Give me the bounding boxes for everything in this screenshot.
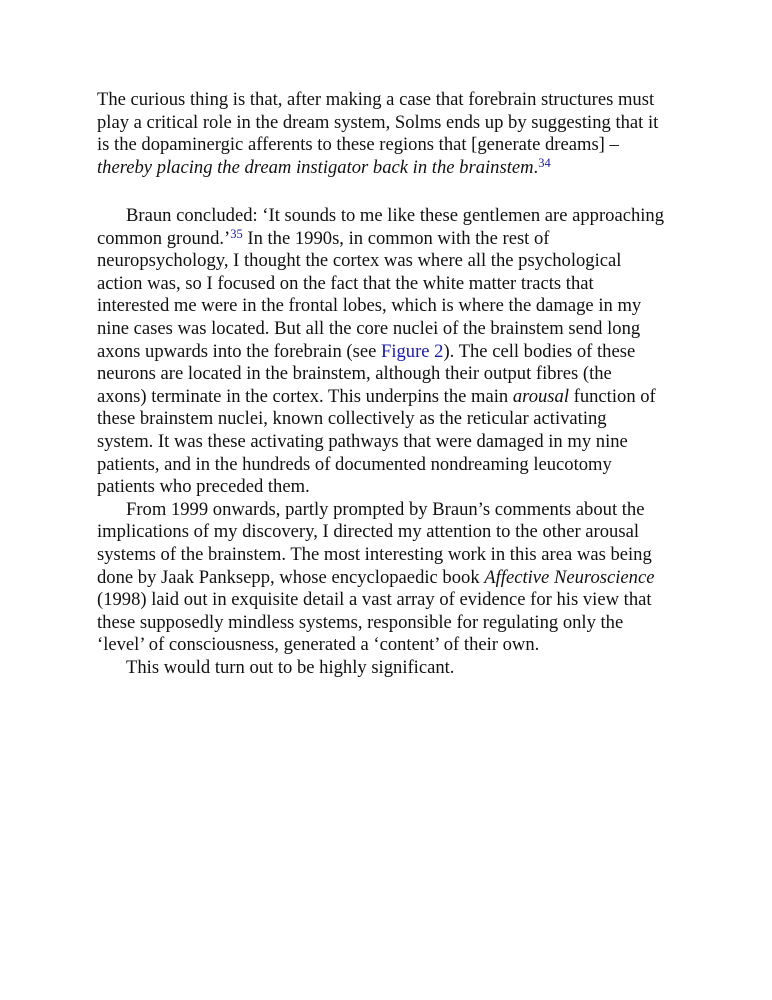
book-title: Affective Neuroscience — [484, 566, 655, 588]
paragraph-line: these supposedly mindless systems, responsible for regulating only the — [97, 611, 624, 633]
paragraph-line: neurons are located in the brainstem, although their output fibres (the — [97, 363, 612, 385]
paragraph-line: patients who preceded them. — [97, 476, 310, 498]
paragraph-line: system. It was these activating pathways that were damaged in my nine — [97, 430, 628, 452]
paragraph-conclusion — [97, 657, 697, 680]
paragraph-line: implications of my discovery, I directed my attention to the other arousal — [97, 521, 639, 543]
paragraph-braun — [97, 205, 697, 499]
paragraph-line: Braun concluded: ‘It sounds to me like these gentlemen are approaching — [126, 205, 665, 226]
paragraph-panksepp — [97, 499, 697, 657]
block-quote — [97, 89, 697, 179]
paragraph-line: neuropsychology, I thought the cortex was where all the psychological — [97, 250, 622, 272]
footnote-link-34[interactable]: 34 — [538, 155, 551, 170]
paragraph-line — [97, 567, 697, 590]
text-segment: axons) terminate in the cortex. This underpins the main — [97, 385, 513, 407]
paragraph-line — [97, 341, 697, 364]
quote-italic-text: thereby placing the dream instigator back in the brainstem — [97, 156, 534, 178]
paragraph-line: ‘level’ of consciousness, generated a ‘content’ of their own. — [97, 634, 540, 656]
text-segment: done by Jaak Panksepp, whose encyclopaedic book — [97, 566, 485, 588]
italic-text: arousal — [512, 385, 569, 407]
paragraph-line: This would turn out to be highly significant. — [126, 656, 455, 678]
footnote-link-35[interactable]: 35 — [230, 226, 243, 241]
body-text — [97, 205, 697, 679]
paragraph-line: nine cases was located. But all the core nuclei of the brainstem send long — [97, 317, 641, 339]
quote-line-1: The curious thing is that, after making a case that forebrain structures must — [97, 89, 655, 110]
paragraph-line — [97, 386, 697, 409]
text-segment: In the 1990s, in common with the rest of — [242, 227, 550, 249]
paragraph-line: these brainstem nuclei, known collectively as the reticular activating — [97, 408, 607, 430]
paragraph-line: From 1999 onwards, partly prompted by Braun’s comments about the — [126, 498, 645, 520]
quote-end-period: . — [533, 156, 539, 178]
quote-line-2: play a critical role in the dream system, Solms ends up by suggesting that it — [97, 111, 659, 133]
paragraph-line: patients, and in the hundreds of documented nondreaming leucotomy — [97, 453, 612, 475]
quote-line-3: is the dopaminergic afferents to these regions that [generate dreams] – — [97, 134, 619, 156]
paragraph-line: systems of the brainstem. The most interesting work in this area was being — [97, 543, 652, 565]
text-segment: function of — [569, 385, 656, 407]
paragraph-line — [97, 228, 697, 251]
text-segment: axons upwards into the forebrain (see — [97, 340, 381, 362]
quote-line-4 — [97, 157, 697, 180]
text-segment: ). The cell bodies of these — [443, 340, 636, 362]
figure-2-link[interactable]: Figure 2 — [380, 340, 444, 362]
paragraph-line: interested me were in the frontal lobes, which is where the damage in my — [97, 295, 642, 317]
text-segment: common ground.’ — [97, 227, 231, 249]
paragraph-line: (1998) laid out in exquisite detail a vast array of evidence for his view that — [97, 589, 652, 611]
paragraph-line: action was, so I focused on the fact that the white matter tracts that — [97, 272, 594, 294]
